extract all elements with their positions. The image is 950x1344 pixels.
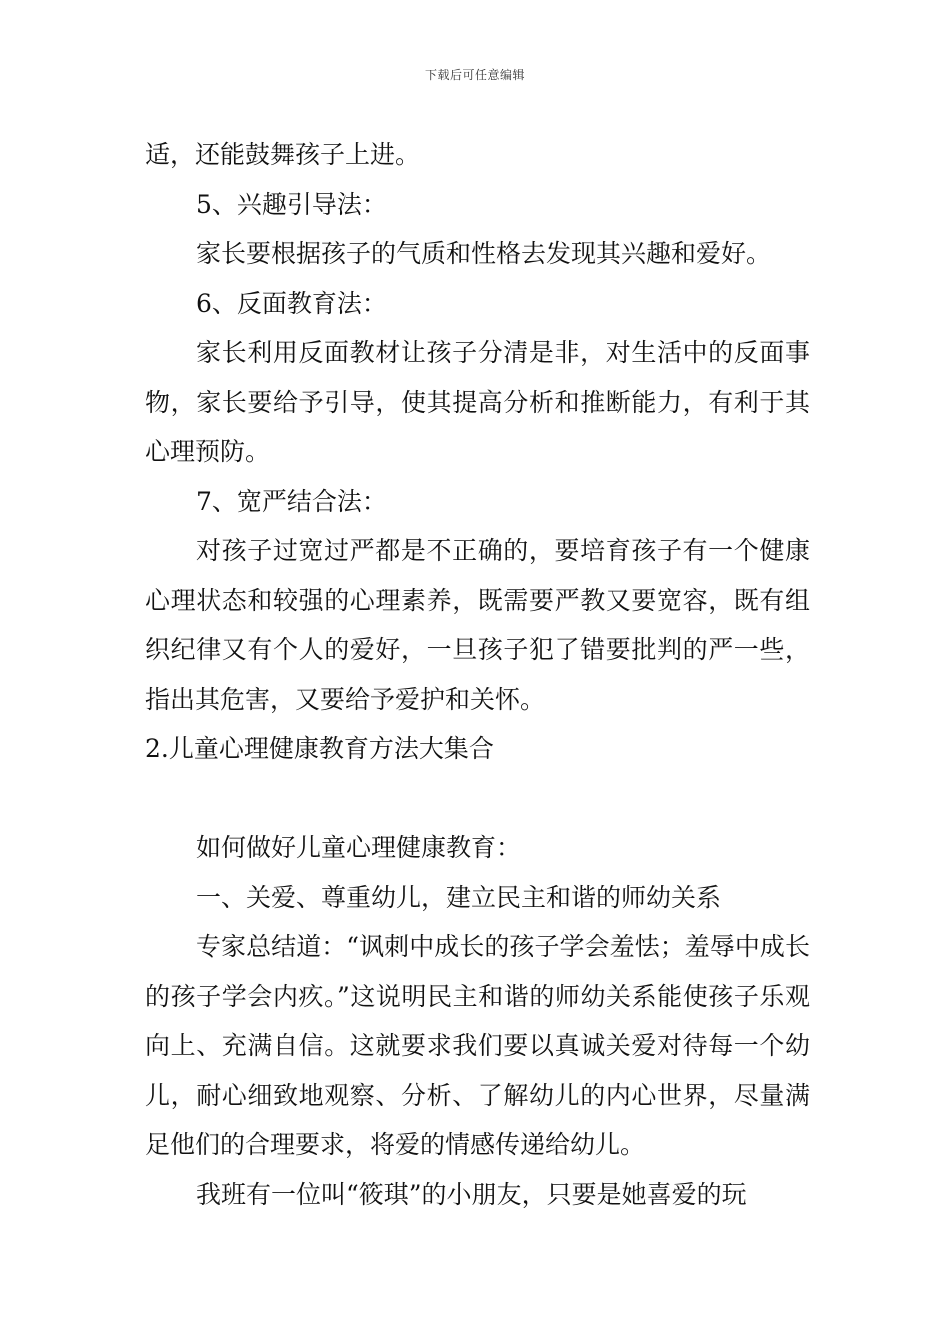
subsection-intro: 如何做好儿童心理健康教育： [196,833,522,862]
heading-method-7: 7、宽严结合法： [196,486,387,516]
paragraph-method-7: 对孩子过宽过严都是不正确的，要培育孩子有一个健康心理状态和较强的心理素养，既需要严教又要宽容，既有组织纪律又有个人的爱好，一旦孩子犯了错要批判的严一些，指出其危害，又要给予爱护和关怀。 [145,536,810,714]
heading-method-5: 5、兴趣引导法： [196,189,387,219]
paragraph-point-1: 专家总结道：“讽刺中成长的孩子学会羞怯；羞辱中成长的孩子学会内疚。”这说明民主和谐的师幼关系能使孩子乐观向上、充满自信。这就要求我们要以真诚关爱对待每一个幼儿，耐心细致地观察、分析、了解幼儿的内心世界，尽量满足他们的合理要求，将爱的情感传递给幼儿。 [145,932,810,1159]
page-header: 下载后可任意编辑 [424,68,525,82]
paragraph-continuation: 适，还能鼓舞孩子上进。 [145,140,421,169]
paragraph-example: 我班有一位叫“筱琪”的小朋友，只要是她喜爱的玩 [196,1179,747,1209]
paragraph-method-6: 家长利用反面教材让孩子分清是非，对生活中的反面事物，家长要给予引导，使其提高分析和推断能力，有利于其心理预防。 [145,338,810,466]
document-body [145,130,810,1219]
blank-line [145,774,810,824]
paragraph-method-5: 家长要根据孩子的气质和性格去发现其兴趣和爱好。 [196,239,772,268]
section-title: 2.儿童心理健康教育方法大集合 [145,734,494,763]
heading-method-6: 6、反面教育法： [196,288,387,318]
heading-point-1: 一、关爱、尊重幼儿，建立民主和谐的师幼关系 [196,882,722,912]
